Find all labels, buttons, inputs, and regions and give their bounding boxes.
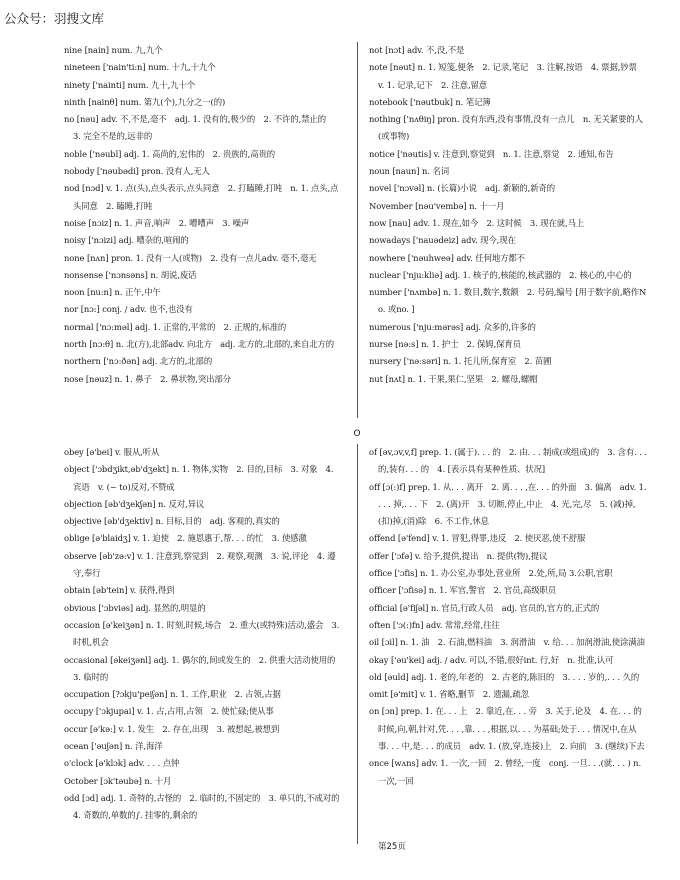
dictionary-entry: now [nau] adv. 1. 现在,如今 2. 这时候 3. 现在就,马上 — [369, 217, 585, 228]
dictionary-entry: noon [nu:n] n. 正午,中午 — [64, 287, 161, 298]
dictionary-column-top-right — [369, 42, 647, 388]
dictionary-entry: nowhere ['nəuhweə] adv. 任何地方都不 — [369, 252, 525, 263]
dictionary-entry: objective [əb'dʒektiv] n. 目标,目的 adj. 客观的,真实的 — [64, 516, 280, 527]
dictionary-entry: object ['ɔbdʒikt,əb'dʒekt] n. 1. 物体,实物 2. 目的,目标 3. 对象 4. 宾语 v. (~ to)反对,不赞成 — [64, 464, 334, 492]
dictionary-entry: nut [nʌt] n. 1. 干果,果仁,坚果 2. 螺母,螺帽 — [369, 373, 538, 384]
dictionary-entry: October [ɔk'təubə] n. 十月 — [64, 775, 172, 786]
dictionary-entry: nonsense ['nɔnsəns] n. 胡说,废话 — [64, 269, 197, 280]
dictionary-entry: number ['nʌmbə] n. 1. 数目,数字,数额 2. 号码,编号 [用于数字前,略作No. 或no. ] — [369, 287, 647, 315]
dictionary-entry: offend [ə'fend] v. 1. 冒犯,得罪,违反 2. 使厌恶,使不舒服 — [369, 533, 586, 544]
dictionary-entry: on [ɔn] prep. 1. 在. . . 上 2. 靠近,在. . . 旁 3. 关于,论及 4. 在. . . 的时候,向,朝,针对,凭. . . ,靠. . . ,根据,以. . . 为基础;处于. . . 情况中,在从事. . . 中,是. . . 的成员 adv. 1. (放,穿,连接)上 2. 向前 3. (继续)下去 — [369, 706, 645, 752]
dictionary-entry: office ['ɔfis] n. 1. 办公室,办事处,营业所 2.处,所,局 3.公职,官职 — [369, 568, 613, 579]
dictionary-entry: numerous ['nju:mərəs] adj. 众多的,许多的 — [369, 321, 536, 332]
dictionary-entry: oblige [ə'blaidʒ] v. 1. 迫使 2. 施恩惠于,帮. . . 的忙 3. 使感激 — [64, 533, 307, 544]
dictionary-entry: oil [ɔil] n. 1. 油 2. 石油,燃料油 3. 润滑油 v. 给. . . 加润滑油,使涂满油 — [369, 637, 645, 648]
dictionary-entry: nod [nɔd] v. 1. 点(头),点头表示,点头同意 2. 打瞌睡,打盹 n. 1. 点头,点头同意 2. 瞌睡,打盹 — [64, 183, 339, 211]
dictionary-entry: o'clock [ə'klɔk] adv. . . . 点钟 — [64, 758, 180, 769]
dictionary-entry: often ['ɔ(:)fn] adv. 常常,经常,往往 — [369, 619, 500, 630]
dictionary-entry: okay ['əu'kei] adj. / adv. 可以,不错,很好int. 行,好 n. 批准,认可 — [369, 654, 614, 665]
dictionary-entry: official [ə'fiʃəl] n. 官员,行政人员 adj. 官员的,官方的,正式的 — [369, 602, 600, 613]
dictionary-entry: nothing ['nʌθiŋ] pron. 没有东西,没有事情,没有一点儿 n. 无关紧要的人(或事物) — [369, 114, 643, 142]
dictionary-entry: old [əuld] adj. 1. 老的,年老的 2. 古老的,陈旧的 3. . . . 岁的,. . . 久的 — [369, 671, 640, 682]
dictionary-entry: ninety ['nainti] num. 九十,九十个 — [64, 79, 195, 90]
dictionary-entry: northern ['nɔ:ðən] adj. 北方的,北部的 — [64, 356, 213, 367]
dictionary-entry: noisy ['nɔizi] adj. 嘈杂的,喧闹的 — [64, 235, 189, 246]
dictionary-entry: none [nʌn] pron. 1. 没有一人(或物) 2. 没有一点儿adv. 毫不,毫无 — [64, 252, 317, 263]
dictionary-entry: not [nɔt] adv. 不,没,不是 — [369, 45, 465, 55]
dictionary-entry: nose [nəuz] n. 1. 鼻子 2. 鼻状物,突出部分 — [64, 373, 231, 384]
dictionary-entry: observe [əb'zə:v] v. 1. 注意到,察觉到 2. 观察,观测 3. 说,评论 4. 遵守,奉行 — [64, 550, 336, 579]
dictionary-entry: off [ɔ(:)f] prep. 1. 从. . . 离开 2. 离. . . ,在. . . 的外面 3. 偏离 adv. 1. . . . 掉,. . . 下 2. (离)开 3. 切断,停止,中止 4. 光,完,尽 5. (减)掉,(扣)掉,(消)除 6. 不工作,休息 — [369, 481, 647, 527]
dictionary-entry: odd [ɔd] adj. 1. 奇特的,古怪的 2. 临时的,不固定的 3. 单只的,不成对的 4. 奇数的,单数的∫. 挂零的,剩余的 — [64, 792, 348, 821]
dictionary-entry: obvious ['ɔbviəs] adj. 显然的,明显的 — [64, 602, 206, 613]
dictionary-entry: of [əv,ɔv,v,f] prep. 1. (属于). . . 的 2. 由. . . 制成(或组成)的 3. 含有. . . 的,装有. . . 的 4. [表示具有某种性质、状况] — [369, 447, 647, 475]
dictionary-entry: nor [nɔ:] conj. / adv. 也不,也没有 — [64, 304, 193, 315]
dictionary-entry: nurse [nə:s] n. 1. 护士 2. 保姆,保育员 — [369, 339, 521, 350]
dictionary-column-bottom-right — [369, 444, 647, 790]
dictionary-column-top-left — [64, 42, 342, 388]
section-letter: O — [353, 429, 361, 439]
dictionary-entry: November [nəu'vembə] n. 十一月 — [369, 200, 505, 211]
dictionary-entry: notebook ['nəutbuk] n. 笔记簿 — [369, 96, 491, 107]
dictionary-entry: no [nəu] adv. 不,不是,毫不 adj. 1. 没有的,极少的 2. 不许的,禁止的 3. 完全不是的,远非的 — [64, 114, 335, 142]
dictionary-entry: occupy ['ɔkjupai] v. 1. 占,占用,占领 2. 使忙碌;使从事 — [64, 706, 274, 717]
dictionary-entry: north [nɔ:θ] n. 北(方),北部adv. 向北方 adj. 北方的,北部的,来自北方的 — [64, 339, 335, 350]
dictionary-entry: ninth [nainθ] num. 第九(个),九分之一(的) — [64, 96, 226, 107]
dictionary-entry: nine [nain] num. 九,九个 — [64, 45, 163, 55]
dictionary-column-bottom-left — [64, 444, 348, 825]
dictionary-entry: normal ['nɔ:məl] adj. 1. 正常的,平常的 2. 正规的,标准的 — [64, 321, 287, 332]
dictionary-entry: offer ['ɔfə] v. 给予,提供,提出 n. 提供(物),提议 — [369, 550, 548, 561]
dictionary-entry: occur [ə'kə:] v. 1. 发生 2. 存在,出现 3. 被想起,被想到 — [64, 723, 280, 734]
dictionary-entry: once [wʌns] adv. 1. 一次,一回 2. 曾经,一度 conj. 一旦. . .(就. . . ) n. 一次,一回 — [369, 758, 642, 786]
dictionary-entry: nursery ['nə:səri] n. 1. 托儿所,保育室 2. 苗圃 — [369, 356, 552, 367]
column-divider — [357, 42, 358, 418]
dictionary-entry: noise [nɔiz] n. 1. 声音,响声 2. 嘈嘈声 3. 噪声 — [64, 217, 250, 228]
dictionary-entry: nowadays ['nauədeiz] adv. 现今,现在 — [369, 235, 516, 246]
dictionary-entry: occupation [?ɔkju'peiʃən] n. 1. 工作,职业 2. 占领,占据 — [64, 689, 281, 700]
dictionary-entry: objection [əb'dʒekʃən] n. 反对,异议 — [64, 498, 205, 509]
dictionary-entry: note [nəut] n. 1. 短笺,便条 2. 记录,笔记 3. 注解,按语 4. 票据,钞票 v. 1. 记录,记下 2. 注意,留意 — [369, 62, 646, 90]
dictionary-entry: omit [ə'mit] v. 1. 省略,删节 2. 遗漏,疏忽 — [369, 689, 529, 700]
dictionary-entry: nuclear ['nju:kliə] adj. 1. 核子的,核能的,核武器的 2. 核心的,中心的 — [369, 269, 632, 280]
column-divider — [357, 444, 358, 844]
page-number: 第25页 — [378, 842, 406, 852]
dictionary-entry: obtain [əb'tein] v. 获得,得到 — [64, 585, 175, 596]
dictionary-entry: nineteen ['nain'ti:n] num. 十九,十九个 — [64, 62, 216, 73]
dictionary-entry: nobody ['nəubədi] pron. 没有人,无人 — [64, 166, 210, 177]
dictionary-entry: noun [naun] n. 名词 — [369, 166, 450, 177]
dictionary-entry: ocean ['əuʃən] n. 洋,海洋 — [64, 741, 163, 752]
dictionary-entry: officer ['ɔfisə] n. 1. 军官,警官 2. 官员,高级职员 — [369, 585, 557, 596]
dictionary-entry: noble ['nəubl] adj. 1. 高尚的,宏伟的 2. 贵族的,高贵的 — [64, 148, 276, 159]
page-header-title: 公众号：羽搜文库 — [4, 11, 105, 26]
dictionary-entry: novel ['nɔvəl] n. (长篇)小说 adj. 新颖的,新奇的 — [369, 183, 556, 194]
dictionary-entry: notice ['nəutis] v. 注意到,察觉到 n. 1. 注意,察觉 2. 通知,布告 — [369, 148, 614, 159]
dictionary-entry: occasion [ə'keiʒən] n. 1. 时刻,时候,场合 2. 重大(或特殊)活动,盛会 3. 时机,机会 — [64, 619, 340, 648]
dictionary-entry: obey [ə'bei] v. 服从,听从 — [64, 447, 160, 457]
dictionary-entry: occasional [əkeiʒənl] adj. 1. 偶尔的,间或发生的 2. 供重大活动使用的 3. 临时的 — [64, 654, 344, 682]
